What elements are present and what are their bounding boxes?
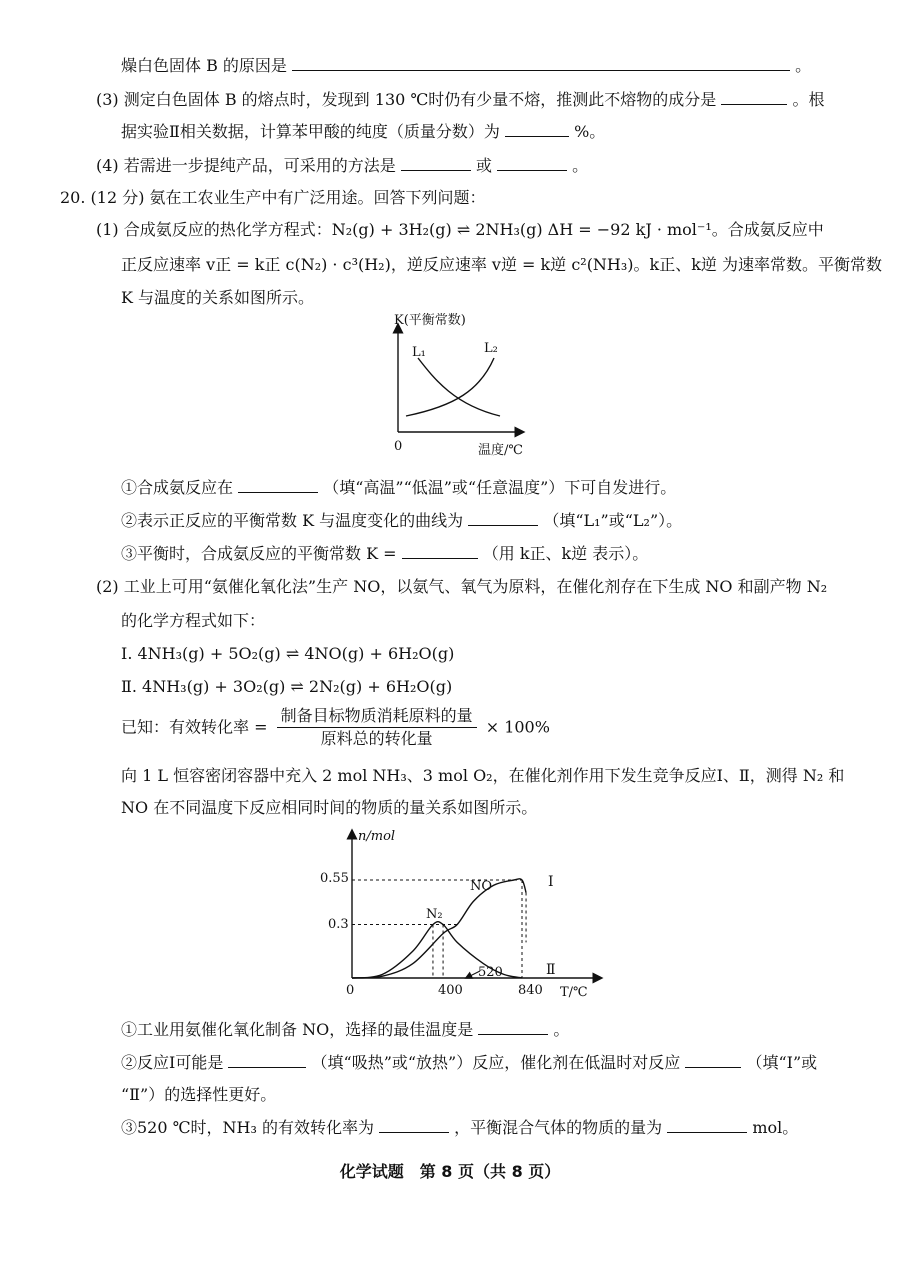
x-axis-label: 温度/℃ bbox=[478, 443, 523, 458]
question-3-line bbox=[96, 89, 825, 111]
sub-question-t1 bbox=[121, 1019, 569, 1041]
text: ①合成氨反应在 bbox=[121, 478, 234, 497]
fraction-denominator: 原料总的转化量 bbox=[320, 729, 433, 748]
text: 已知：有效转化率 = bbox=[121, 717, 268, 737]
question-text: (1) 合成氨反应的热化学方程式：N₂(g) + 3H₂(g) ⇌ 2NH₃(g) ΔH = −92 kJ · mol⁻¹。合成氨反应中 bbox=[96, 220, 824, 239]
curve-ii-label: Ⅱ bbox=[546, 962, 556, 978]
question-text: 向 1 L 恒容密闭容器中充入 2 mol NH₃、3 mol O₂，在催化剂作用下发生竞争反应Ⅰ、Ⅱ，测得 N₂ 和 bbox=[121, 766, 845, 785]
answer-blank[interactable] bbox=[292, 56, 790, 71]
text: × 100% bbox=[485, 717, 550, 737]
sub-question-2 bbox=[121, 510, 682, 532]
text: （用 k正、k逆 表示）。 bbox=[482, 544, 649, 563]
sub-question-1 bbox=[121, 477, 676, 499]
answer-blank[interactable] bbox=[505, 122, 569, 137]
n-temperature-chart bbox=[310, 826, 620, 1006]
fraction bbox=[277, 706, 477, 749]
text: 据实验Ⅱ相关数据，计算苯甲酸的纯度（质量分数）为 bbox=[121, 122, 500, 141]
fraction-numerator: 制备目标物质消耗原料的量 bbox=[277, 706, 477, 728]
no-curve-label: NO bbox=[470, 879, 493, 894]
n2-curve-label: N₂ bbox=[426, 907, 443, 922]
x-tick-840: 840 bbox=[518, 983, 543, 998]
text: (4) 若需进一步提纯产品，可采用的方法是 bbox=[96, 156, 396, 175]
answer-blank[interactable] bbox=[497, 156, 567, 171]
answer-blank[interactable] bbox=[721, 90, 787, 105]
question-text: NO 在不同温度下反应相同时间的物质的量关系如图所示。 bbox=[121, 798, 538, 817]
no-curve bbox=[352, 879, 526, 978]
sub-question-t3 bbox=[121, 1117, 798, 1139]
sub-question-t2 bbox=[121, 1052, 817, 1074]
answer-blank[interactable] bbox=[685, 1053, 741, 1068]
curve-l1 bbox=[418, 358, 500, 416]
answer-blank[interactable] bbox=[402, 544, 478, 559]
text: 。 bbox=[795, 56, 812, 75]
text: ②反应Ⅰ可能是 bbox=[121, 1053, 224, 1072]
text: 。 bbox=[572, 156, 589, 175]
text: ③平衡时，合成氨反应的平衡常数 K = bbox=[121, 544, 397, 563]
x-axis-label: T/℃ bbox=[560, 985, 588, 1000]
question-text: 正反应速率 v正 = k正 c(N₂) · c³(H₂)，逆反应速率 v逆 = k逆 c²(NH₃)。k正、k逆 为速率常数。平衡常数 bbox=[121, 255, 883, 274]
question-3-line bbox=[121, 121, 605, 143]
y-tick-0.55: 0.55 bbox=[320, 871, 349, 886]
y-axis-label: n/mol bbox=[358, 829, 396, 844]
text: %。 bbox=[574, 122, 606, 141]
text: ②表示正反应的平衡常数 K 与温度变化的曲线为 bbox=[121, 511, 464, 530]
answer-blank[interactable] bbox=[667, 1118, 747, 1133]
origin-label: 0 bbox=[394, 439, 403, 454]
answer-blank[interactable] bbox=[478, 1020, 548, 1035]
answer-blank[interactable] bbox=[379, 1118, 449, 1133]
x-tick-400: 400 bbox=[438, 983, 463, 998]
text: ，平衡混合气体的物质的量为 bbox=[454, 1118, 663, 1137]
question-20-title: 20. (12 分) 氨在工农业生产中有广泛用途。回答下列问题： bbox=[60, 188, 486, 207]
y-tick-0.3: 0.3 bbox=[328, 917, 349, 932]
text: (3) 测定白色固体 B 的熔点时，发现到 130 ℃时仍有少量不熔，推测此不熔物的成分是 bbox=[96, 90, 717, 109]
question-line bbox=[121, 55, 811, 77]
k-temperature-chart bbox=[360, 310, 540, 460]
text: 。 bbox=[553, 1020, 570, 1039]
question-text: (2) 工业上可用“氨催化氧化法”生产 NO，以氨气、氧气为原料，在催化剂存在下生成 NO 和副产物 N₂ bbox=[96, 577, 828, 596]
page-footer: 化学试题 第 8 页（共 8 页） bbox=[339, 1162, 561, 1181]
reaction-2: Ⅱ. 4NH₃(g) + 3O₂(g) ⇌ 2N₂(g) + 6H₂O(g) bbox=[121, 677, 453, 696]
text: 。根 bbox=[792, 90, 825, 109]
question-4-line bbox=[96, 155, 588, 177]
text: ①工业用氨催化氧化制备 NO，选择的最佳温度是 bbox=[121, 1020, 474, 1039]
sub-question-t2-cont: “Ⅱ”）的选择性更好。 bbox=[121, 1085, 277, 1104]
text: ③520 ℃时，NH₃ 的有效转化率为 bbox=[121, 1118, 374, 1137]
text: 或 bbox=[475, 156, 492, 175]
answer-blank[interactable] bbox=[401, 156, 471, 171]
text: mol。 bbox=[752, 1118, 799, 1137]
origin-label: 0 bbox=[346, 983, 355, 998]
answer-blank[interactable] bbox=[228, 1053, 306, 1068]
question-text: 的化学方程式如下： bbox=[121, 611, 266, 630]
text: （填“L₁”或“L₂”）。 bbox=[543, 511, 683, 530]
annotation-520: 520 bbox=[478, 965, 503, 980]
sub-question-3 bbox=[121, 543, 648, 565]
curve-l2-label: L₂ bbox=[484, 341, 498, 356]
answer-blank[interactable] bbox=[238, 478, 318, 493]
curve-l1-label: L₁ bbox=[412, 345, 426, 360]
question-text: K 与温度的关系如图所示。 bbox=[121, 288, 315, 307]
formula-line bbox=[121, 706, 550, 749]
y-axis-label: K(平衡常数) bbox=[394, 313, 466, 328]
guide-lines bbox=[352, 880, 526, 978]
curve-i-label: Ⅰ bbox=[548, 874, 554, 890]
text: （填“吸热”或“放热”）反应，催化剂在低温时对反应 bbox=[311, 1053, 681, 1072]
text: （填“Ⅰ”或 bbox=[746, 1053, 818, 1072]
text: （填“高温”“低温”或“任意温度”）下可自发进行。 bbox=[323, 478, 677, 497]
text: 燥白色固体 B 的原因是 bbox=[121, 56, 287, 75]
answer-blank[interactable] bbox=[468, 511, 538, 526]
curve-l2 bbox=[406, 358, 494, 416]
reaction-1: Ⅰ. 4NH₃(g) + 5O₂(g) ⇌ 4NO(g) + 6H₂O(g) bbox=[121, 644, 455, 663]
